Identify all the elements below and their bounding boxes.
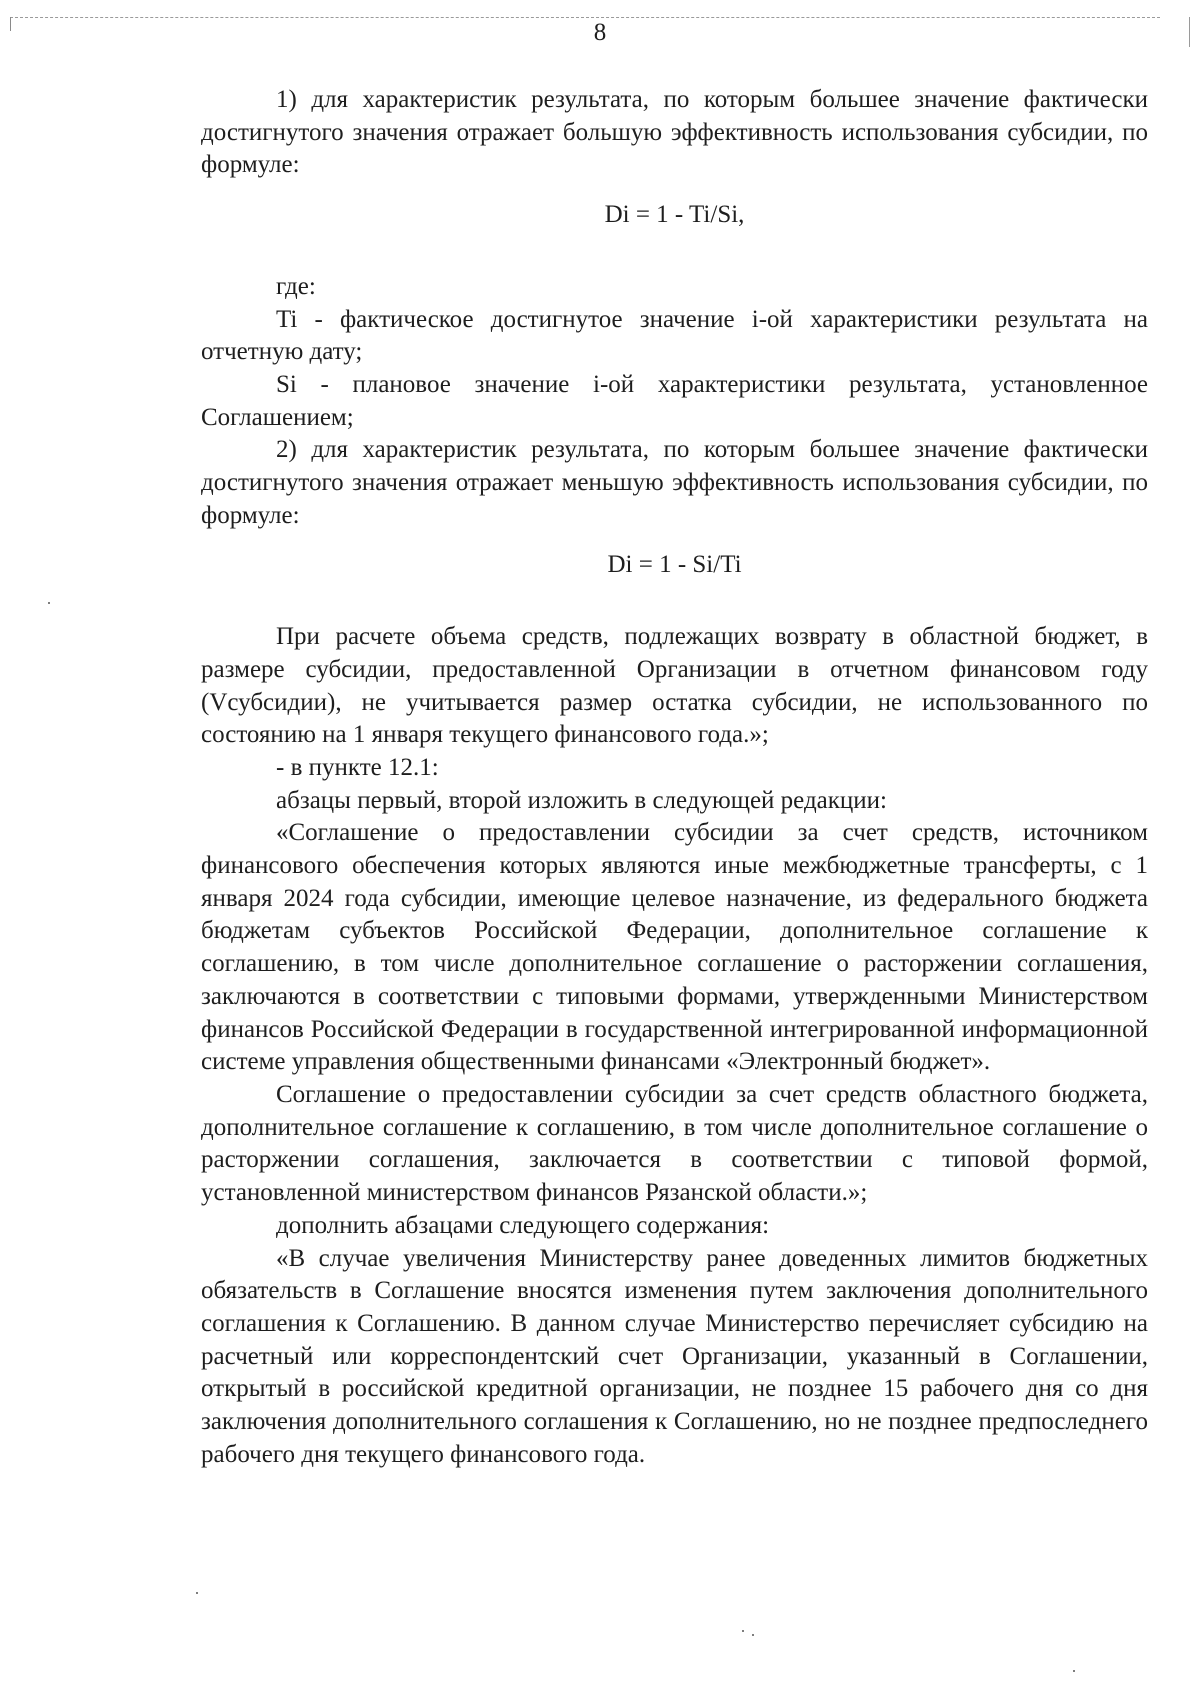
ti-definition: Ti - фактическое достигнутое значение i-ой характеристики результата на отчетную дату; [201,305,1148,366]
document-body [201,84,1148,1471]
paragraph-item-2: 2) для характеристик результата, по которым большее значение фактически достигнутого значения отражает меньшую эффективность использования субсидии, по формуле: [201,436,1148,529]
item-reference: - в пункте 12.1: [276,753,439,781]
paragraph-refund-calculation: При расчете объема средств, подлежащих возврату в областной бюджет, в размере субсидии, предоставленной Организации в отчетном финансовом году (Vсубсидии), не учитывается размер остатка субсидии, не использованного по состоянию на 1 января текущего финансового года.»; [201,623,1148,749]
page-number: 8 [593,19,607,46]
paragraph-agreement-federal: «Соглашение о предоставлении субсидии за счет средств, источником финансового обеспечения которых являются иные межбюджетные трансферты, с 1 января 2024 года субсидии, имеющие целевое назначение, из федерального бюджета бюджетам субъектов Российской Федерации, дополнительное соглашение к соглашению, в том числе дополнительное соглашение о расторжении соглашения, заключаются в соответствии с типовыми формами, утвержденными Министерством финансов Российской Федерации в государственной интегрированной информационной системе управления общественными финансами «Электронный бюджет». [201,819,1148,1076]
scan-speck [48,602,50,604]
formula-1: Di = 1 - Ti/Si, [604,201,745,229]
scan-speck [1073,1670,1075,1672]
scan-speck [752,1634,754,1636]
scan-speck [196,1592,198,1594]
formula-2: Di = 1 - Si/Ti [607,551,742,579]
paragraph-add-instruction: дополнить абзацами следующего содержания: [276,1211,770,1239]
paragraph-item-1: 1) для характеристик результата, по которым большее значение фактически достигнутого значения отражает большую эффективность использования субсидии, по формуле: [201,86,1148,179]
paragraph-agreement-regional: Соглашение о предоставлении субсидии за счет средств областного бюджета, дополнительное соглашение к соглашению, в том числе дополнительное соглашение о расторжении соглашения, заключается в соответствии с типовой формой, установленной министерством финансов Рязанской области.»; [201,1080,1148,1207]
where-label: где: [276,272,316,300]
paragraph-edit-instruction: абзацы первый, второй изложить в следующей редакции: [276,786,887,814]
si-definition: Si - плановое значение i-ой характеристики результата, установленное Соглашением; [201,370,1148,431]
paragraph-limits-increase: «В случае увеличения Министерству ранее доведенных лимитов бюджетных обязательств в Соглашение вносятся изменения путем заключения дополнительного соглашения к Соглашению. В данном случае Министерство перечисляет субсидию на расчетный или корреспондентский счет Организации, указанный в Соглашении, открытый в российской кредитной организации, не позднее 15 рабочего дня со дня заключения дополнительного соглашения к Соглашению, но не позднее предпоследнего рабочего дня текущего финансового года. [201,1244,1148,1468]
scan-speck [742,1630,744,1632]
